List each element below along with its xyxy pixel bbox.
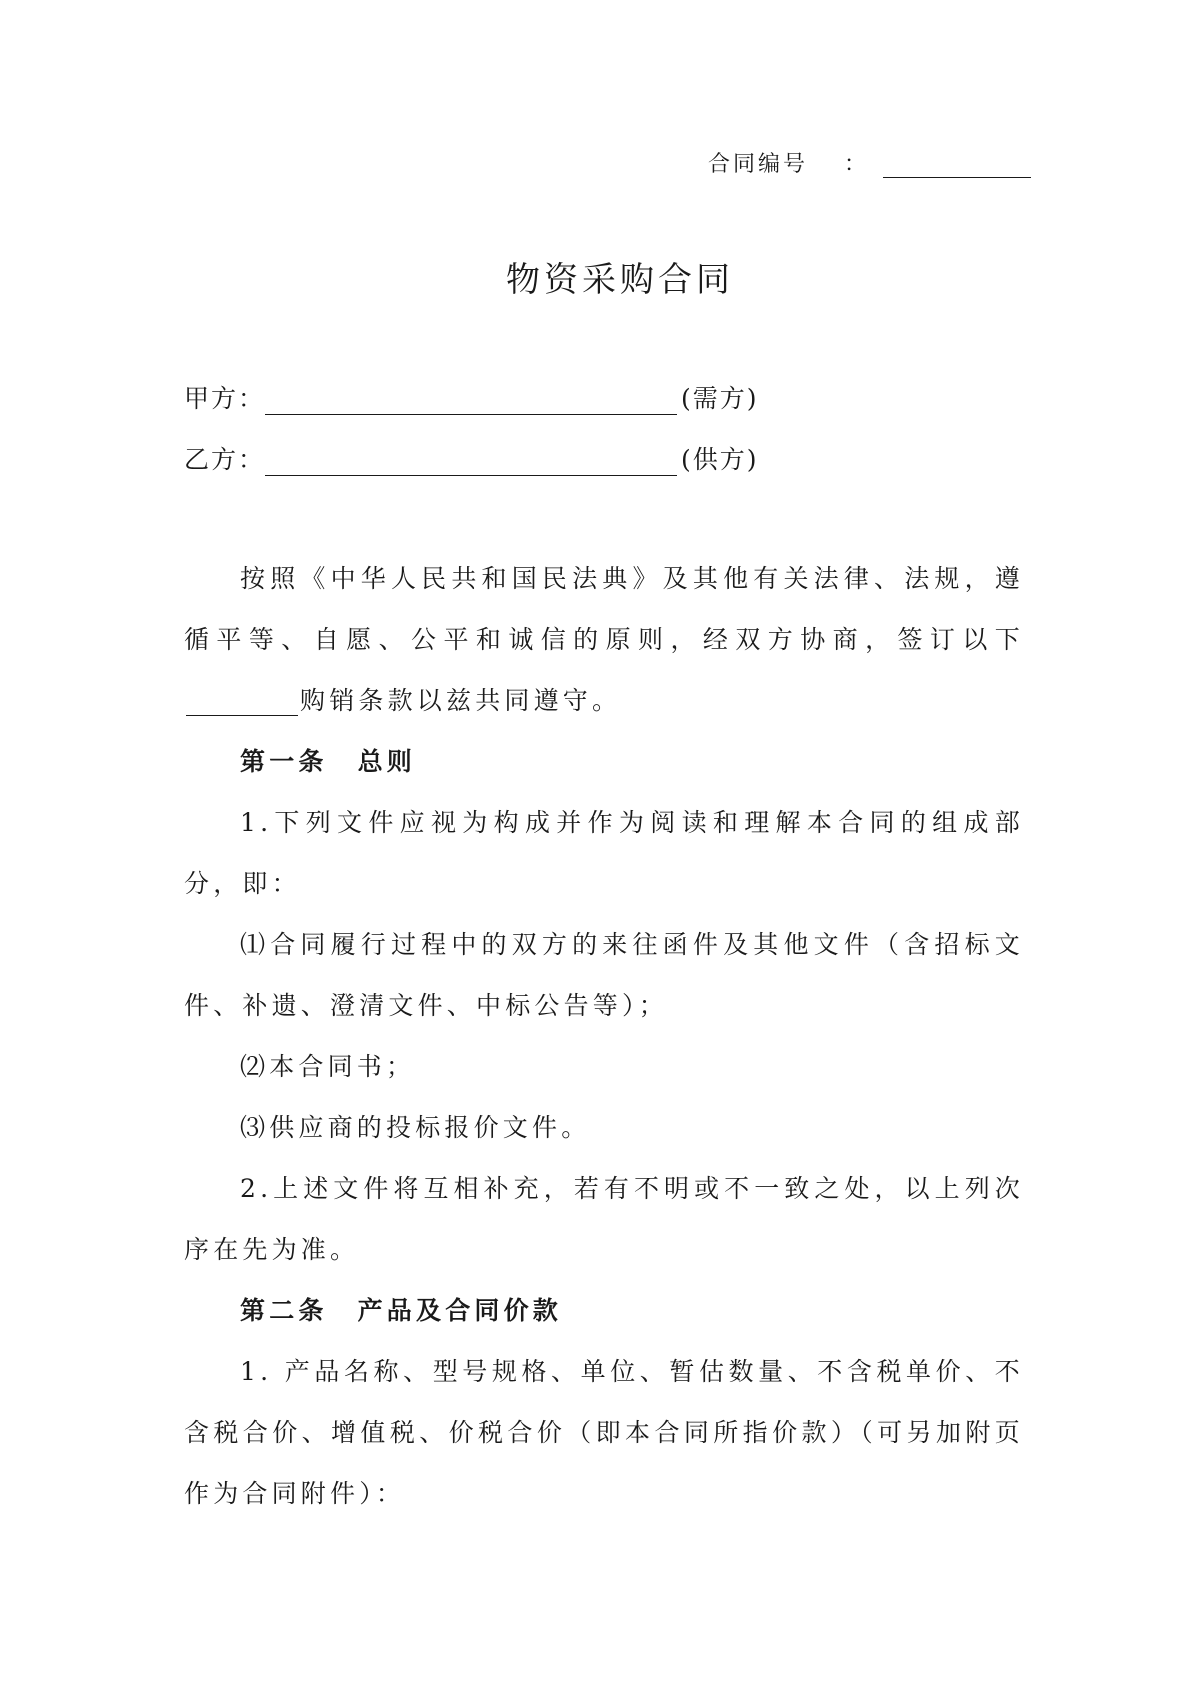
- preamble-text: 按照《中华人民共和国民法典》及其他有关法律、法规，遵循平等、自愿、公平和诚信的原则，经双方协商，签订以下: [184, 564, 1024, 654]
- contract-number-blank[interactable]: [883, 153, 1031, 178]
- article-1-number: 第一条: [240, 747, 328, 776]
- party-a-label: 甲方：: [184, 384, 266, 413]
- article-2-number: 第二条: [240, 1296, 328, 1325]
- article-1-heading: [184, 731, 1024, 792]
- party-b-role: (供方): [681, 445, 759, 474]
- party-a-role: (需方): [681, 384, 759, 413]
- preamble-text-end: 购销条款以兹共同遵守。: [300, 686, 622, 715]
- party-a-blank[interactable]: [265, 386, 677, 415]
- contract-number-line: [708, 147, 1031, 178]
- article-1-item-1: ⑴合同履行过程中的双方的来往函件及其他文件（含招标文件、补遗、澄清文件、中标公告等）；: [184, 930, 1024, 1020]
- article-1-item-3: ⑶供应商的投标报价文件。: [240, 1113, 591, 1142]
- article-2-clause-1: 1. 产品名称、型号规格、单位、暂估数量、不含税单价、不含税合价、增值税、价税合价（即本合同所指价款）（可另加附页作为合同附件）：: [184, 1357, 1024, 1508]
- contract-number-label: 合同编号: [708, 152, 809, 177]
- contract-number-colon: ：: [844, 152, 870, 177]
- preamble-paragraph: [184, 548, 1024, 731]
- document-title: 物资采购合同: [506, 260, 734, 300]
- party-b-line: [184, 440, 759, 476]
- article-2-title: 产品及合同价款: [357, 1296, 563, 1325]
- contract-type-blank[interactable]: [186, 689, 298, 716]
- contract-body: [184, 548, 1024, 1524]
- party-b-blank[interactable]: [265, 447, 677, 476]
- article-1-clause-2: 2.上述文件将互相补充，若有不明或不一致之处，以上列次序在先为准。: [184, 1174, 1024, 1264]
- article-1-title: 总则: [357, 747, 417, 776]
- article-2-heading: [184, 1280, 1024, 1341]
- article-1-clause-1: 1.下列文件应视为构成并作为阅读和理解本合同的组成部分，即：: [184, 808, 1024, 898]
- party-b-label: 乙方：: [184, 445, 266, 474]
- party-a-line: [184, 379, 759, 415]
- article-1-item-2: ⑵本合同书；: [240, 1052, 416, 1081]
